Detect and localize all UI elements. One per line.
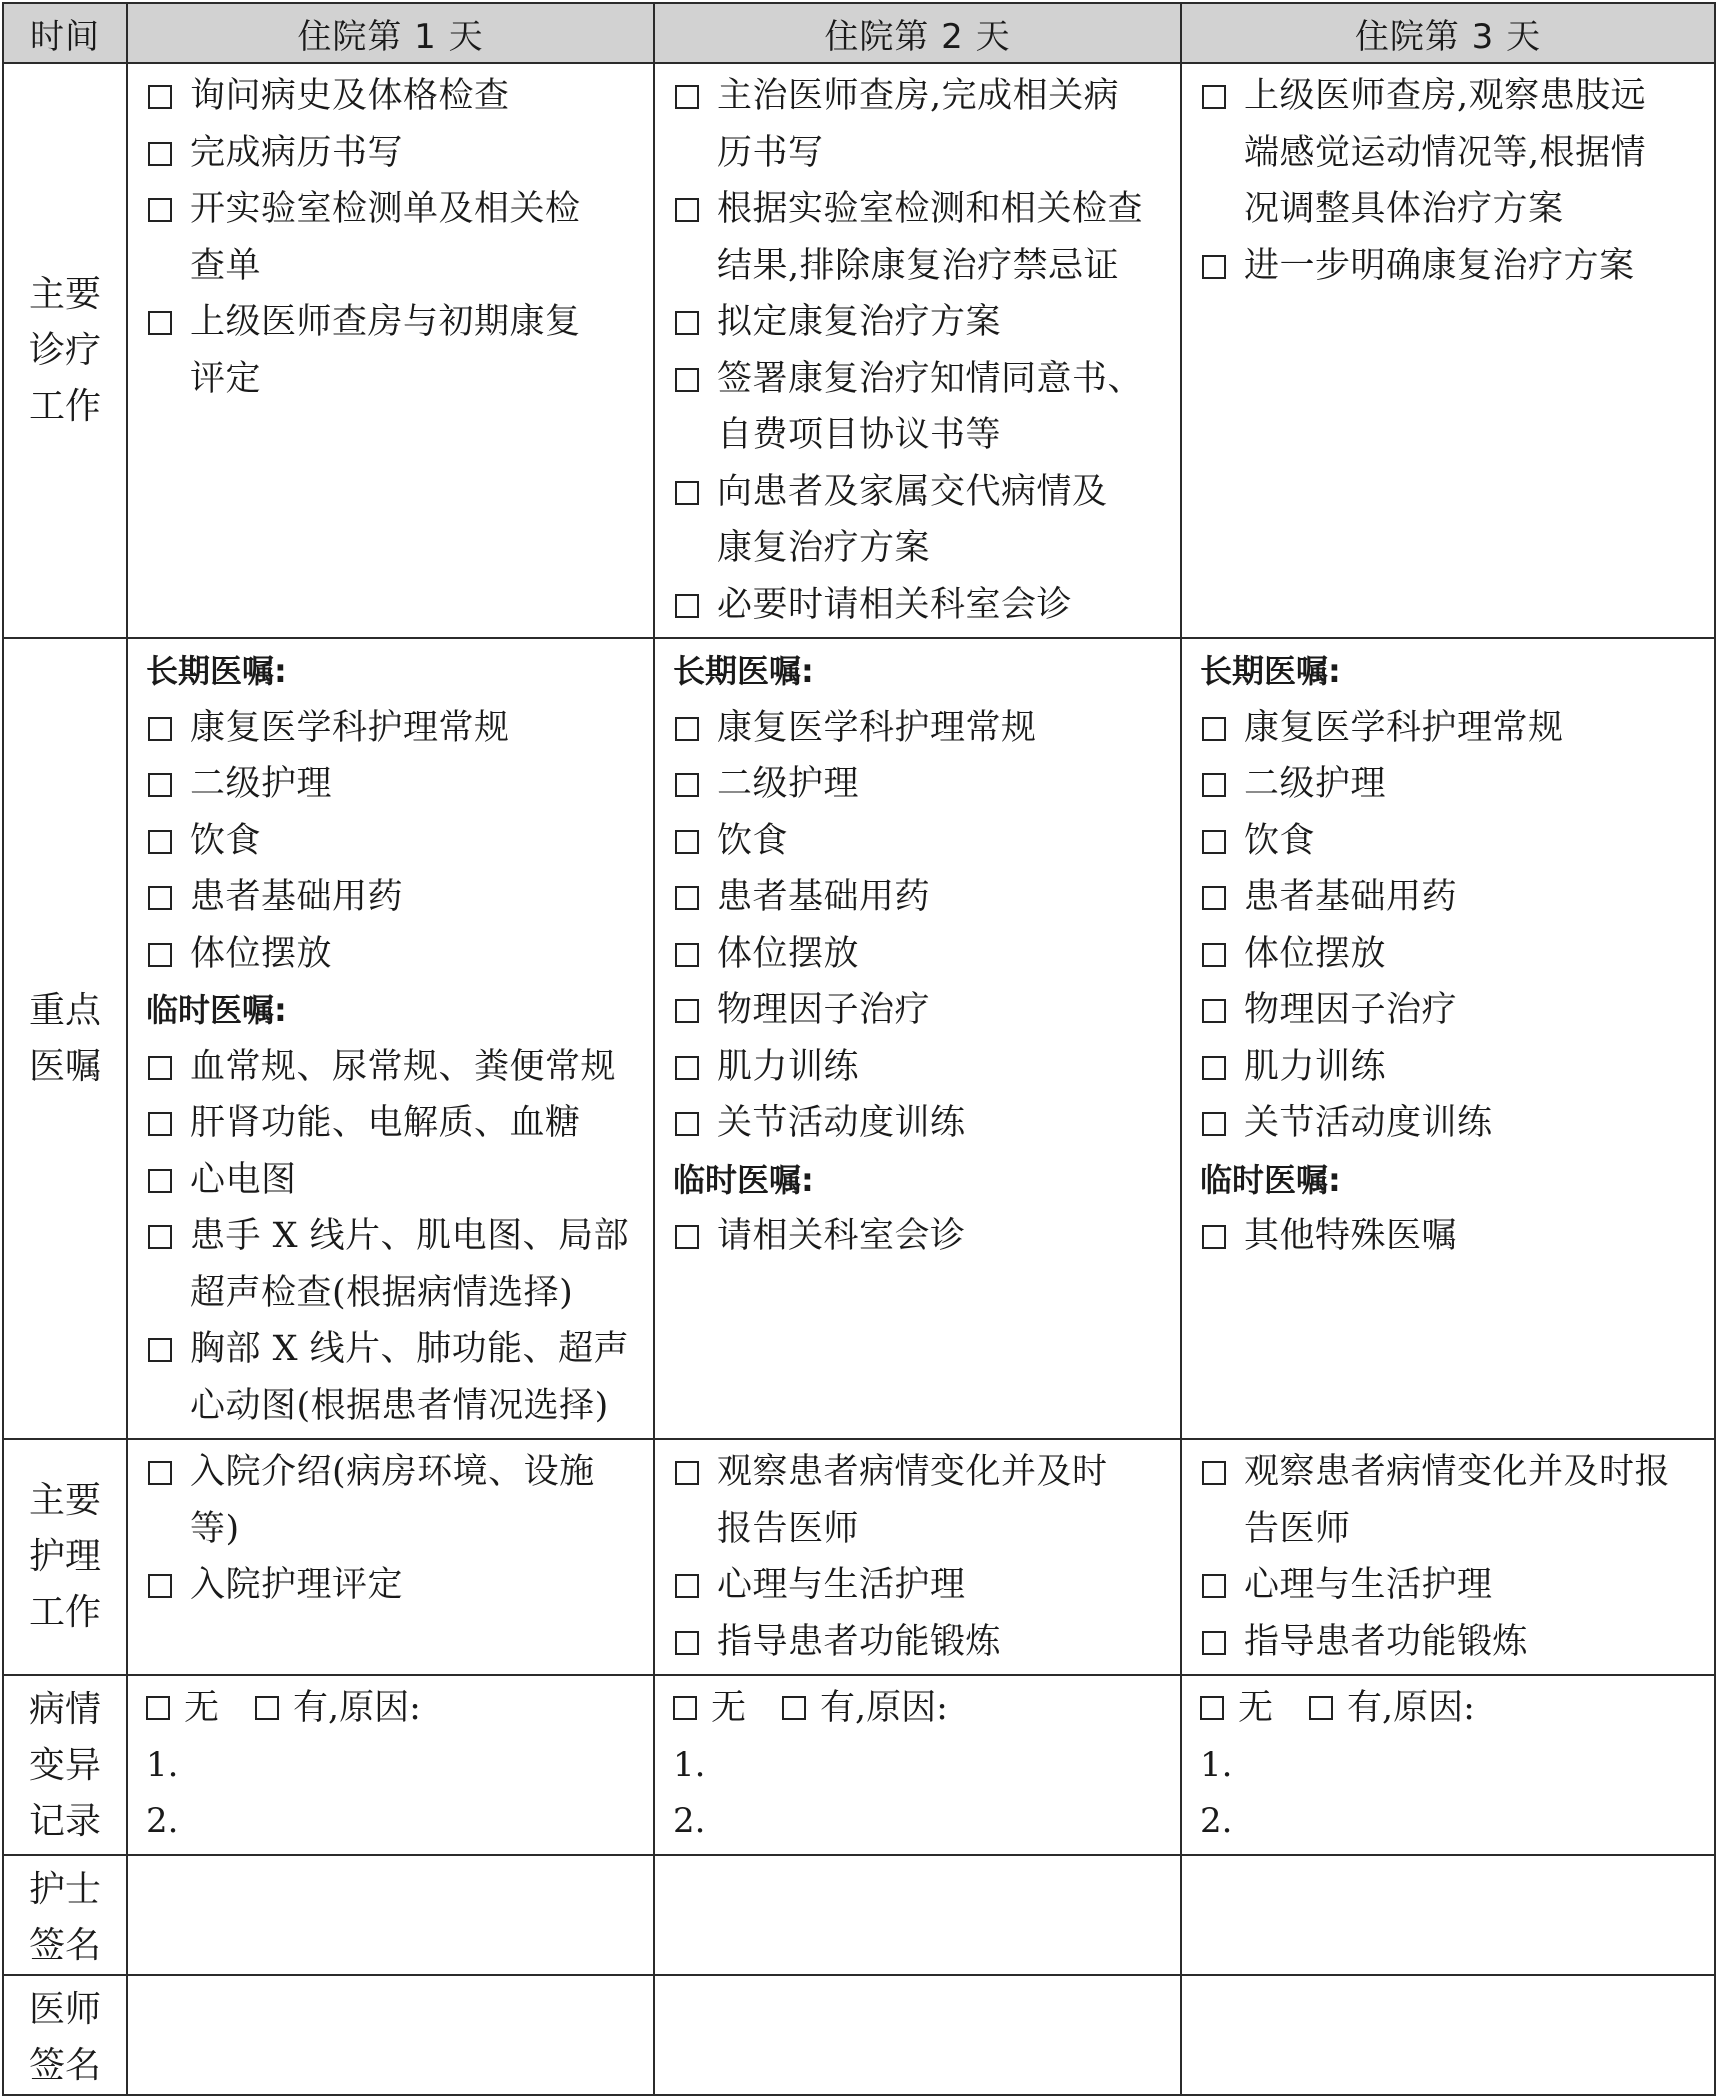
- checkbox[interactable]: [1202, 943, 1226, 967]
- row-label-line: 诊疗: [28, 329, 101, 371]
- orders-day-1-temp-list: [146, 1039, 639, 1435]
- checklist-item-text: 历书写: [717, 132, 824, 173]
- checklist-item-text: 关节活动度训练: [1244, 1103, 1493, 1143]
- no-variance-label: 无: [184, 1688, 220, 1728]
- row-label-line: 主要: [28, 273, 101, 315]
- checkbox[interactable]: [148, 85, 172, 109]
- header-day-1: 住院第 1 天: [127, 3, 654, 63]
- orders-day-1-long-list: [146, 700, 639, 983]
- row-variance-record: [3, 1675, 1715, 1855]
- checklist-item-text: 超声检查(根据病情选择): [190, 1272, 574, 1313]
- no-variance-label: 无: [1238, 1688, 1274, 1728]
- has-variance-label: 有,原因:: [820, 1688, 948, 1728]
- checkbox[interactable]: [675, 1461, 699, 1485]
- checklist-item-text: 肌力训练: [1244, 1046, 1387, 1087]
- row-label-line: 签名: [28, 2045, 101, 2086]
- checkbox[interactable]: [148, 830, 172, 854]
- nursing-day-3-list: [1182, 1440, 1714, 1674]
- checklist-item-text: 根据实验室检测和相关检查: [717, 189, 1144, 229]
- checklist-item-text: 饮食: [717, 820, 789, 861]
- checkbox-no-variance[interactable]: [1200, 1696, 1224, 1720]
- checklist-item-text: 物理因子治疗: [717, 990, 931, 1030]
- variance-reason-2: 2.: [673, 1801, 706, 1841]
- checklist-item-text: 完成病历书写: [190, 132, 404, 173]
- checklist-item: [673, 577, 1166, 634]
- clinical-pathway-table: [2, 2, 1716, 2096]
- checklist-item: [1200, 1039, 1700, 1096]
- checklist-item: [1200, 1208, 1700, 1265]
- has-variance-label: 有,原因:: [293, 1688, 421, 1728]
- row-label-line: 主要: [28, 1480, 101, 1521]
- temporary-orders-heading: 临时医嘱:: [673, 1160, 814, 1199]
- checkbox[interactable]: [148, 886, 172, 910]
- checklist-item: [1200, 1614, 1700, 1671]
- checklist-item-text: 胸部 X 线片、肺功能、超声: [190, 1329, 630, 1369]
- nurse-signature-day-1[interactable]: [127, 1855, 654, 1975]
- checkbox[interactable]: [1202, 1056, 1226, 1080]
- checklist-item-text: 心理与生活护理: [1244, 1565, 1493, 1605]
- checklist-item: [673, 1444, 1166, 1557]
- checklist-item-text: 结果,排除康复治疗禁忌证: [717, 245, 1120, 286]
- checklist-item: [1200, 926, 1700, 983]
- checklist-item: [1200, 1444, 1700, 1557]
- checklist-item: [673, 294, 1166, 351]
- checkbox-has-variance[interactable]: [255, 1696, 279, 1720]
- checklist-item-text: 观察患者病情变化并及时: [717, 1452, 1108, 1492]
- checklist-item-text: 康复医学科护理常规: [1244, 707, 1564, 748]
- checklist-item-text: 上级医师查房与初期康复: [190, 302, 581, 342]
- checkbox[interactable]: [148, 717, 172, 741]
- checklist-item-text: 肌力训练: [717, 1046, 860, 1087]
- checklist-item-text: 饮食: [190, 820, 262, 861]
- checklist-item: [673, 756, 1166, 813]
- checkbox-no-variance[interactable]: [673, 1696, 697, 1720]
- checklist-item-text: 饮食: [1244, 820, 1316, 861]
- row-label-line: 签名: [28, 1925, 101, 1966]
- checklist-item: [673, 813, 1166, 870]
- checkbox[interactable]: [675, 773, 699, 797]
- checkbox[interactable]: [675, 999, 699, 1023]
- checkbox[interactable]: [675, 198, 699, 222]
- checklist-item: [673, 1039, 1166, 1096]
- checklist-item: [146, 700, 639, 757]
- row-label-line: 医师: [28, 1989, 101, 2030]
- checklist-item-text: 患手 X 线片、肌电图、局部: [190, 1216, 630, 1256]
- row-label-line: 记录: [28, 1801, 101, 1842]
- checkbox[interactable]: [675, 830, 699, 854]
- checklist-item: [673, 1095, 1166, 1152]
- checkbox[interactable]: [148, 1169, 172, 1193]
- checkbox[interactable]: [675, 594, 699, 618]
- checklist-item: [673, 181, 1166, 294]
- has-variance-label: 有,原因:: [1347, 1688, 1475, 1728]
- nursing-day-2-list: [655, 1440, 1180, 1674]
- checkbox[interactable]: [1202, 255, 1226, 279]
- checklist-item: [1200, 1095, 1700, 1152]
- variance-reason-2: 2.: [1200, 1801, 1233, 1841]
- checklist-item: [146, 813, 639, 870]
- row-label-main-nursing: [3, 1439, 127, 1675]
- checklist-item-text: 自费项目协议书等: [717, 415, 1002, 455]
- row-label-line: 重点: [28, 989, 101, 1031]
- variance-reason-1: 1.: [1200, 1744, 1233, 1785]
- orders-day-2-long-list: [673, 700, 1166, 1152]
- checkbox[interactable]: [1202, 1574, 1226, 1598]
- checkbox[interactable]: [148, 773, 172, 797]
- checkbox[interactable]: [1202, 1631, 1226, 1655]
- checkbox[interactable]: [148, 943, 172, 967]
- variance-reason-1: 1.: [146, 1744, 179, 1785]
- row-label-key-orders: [3, 638, 127, 1439]
- checkbox-no-variance[interactable]: [146, 1696, 170, 1720]
- checklist-item: [1200, 68, 1700, 238]
- checklist-item: [673, 700, 1166, 757]
- checklist-item-text: 患者基础用药: [717, 877, 931, 917]
- checkbox[interactable]: [148, 142, 172, 166]
- checklist-item: [146, 1039, 639, 1096]
- row-label-line: 工作: [28, 385, 101, 427]
- checkbox[interactable]: [675, 1112, 699, 1136]
- no-variance-label: 无: [711, 1688, 747, 1728]
- checklist-item: [146, 294, 639, 407]
- checklist-item-text: 体位摆放: [190, 933, 333, 974]
- checkbox[interactable]: [675, 943, 699, 967]
- checklist-item: [146, 926, 639, 983]
- checklist-item: [1200, 813, 1700, 870]
- checklist-item: [673, 464, 1166, 577]
- checklist-item-text: 观察患者病情变化并及时报: [1244, 1452, 1671, 1492]
- checklist-item-text: 关节活动度训练: [717, 1103, 966, 1143]
- checklist-item: [673, 926, 1166, 983]
- row-label-line: 变异: [28, 1745, 101, 1786]
- checkbox[interactable]: [675, 717, 699, 741]
- checklist-item-text: 进一步明确康复治疗方案: [1244, 245, 1635, 286]
- checklist-item: [146, 181, 639, 294]
- checkbox[interactable]: [675, 1574, 699, 1598]
- checklist-item-text: 拟定康复治疗方案: [717, 302, 1002, 342]
- checklist-item-text: 端感觉运动情况等,根据情: [1244, 132, 1647, 173]
- checklist-item-text: 血常规、尿常规、粪便常规: [190, 1046, 617, 1087]
- checklist-item-text: 体位摆放: [1244, 933, 1387, 974]
- row-doctor-signature: [3, 1975, 1715, 2095]
- checklist-item-text: 心电图: [190, 1159, 297, 1200]
- doctor-signature-day-1[interactable]: [127, 1975, 654, 2095]
- checklist-item: [673, 68, 1166, 181]
- checklist-item: [1200, 238, 1700, 295]
- checkbox[interactable]: [1202, 773, 1226, 797]
- checklist-item: [146, 125, 639, 182]
- checklist-item: [673, 869, 1166, 926]
- long-term-orders-heading: 长期医嘱:: [146, 652, 287, 690]
- row-main-diagnosis: [3, 63, 1715, 638]
- orders-day-2: [655, 639, 1180, 1269]
- checkbox[interactable]: [675, 85, 699, 109]
- checklist-item-text: 康复治疗方案: [717, 528, 931, 568]
- variance-day-3: [1182, 1676, 1714, 1854]
- checklist-item-text: 患者基础用药: [1244, 877, 1458, 917]
- checkbox[interactable]: [675, 1056, 699, 1080]
- checklist-item: [673, 1208, 1166, 1265]
- row-label-line: 工作: [28, 1592, 101, 1633]
- header-day-2: 住院第 2 天: [654, 3, 1181, 63]
- checklist-item-text: 二级护理: [1244, 764, 1387, 804]
- checklist-item-text: 签署康复治疗知情同意书、: [717, 358, 1144, 399]
- row-label-doctor-signature: [3, 1975, 127, 2095]
- checkbox[interactable]: [675, 1225, 699, 1249]
- checklist-item: [146, 1557, 639, 1614]
- checklist-item: [673, 1557, 1166, 1614]
- orders-day-3-long-list: [1200, 700, 1700, 1152]
- checkbox[interactable]: [675, 1631, 699, 1655]
- checkbox[interactable]: [675, 481, 699, 505]
- variance-reason-2: 2.: [146, 1801, 179, 1841]
- checklist-item: [1200, 869, 1700, 926]
- orders-day-3: [1182, 639, 1714, 1269]
- checkbox[interactable]: [675, 886, 699, 910]
- nursing-day-1-list: [128, 1440, 653, 1618]
- header-row: [3, 3, 1715, 63]
- checklist-item-text: 康复医学科护理常规: [190, 707, 510, 748]
- checklist-item-text: 指导患者功能锻炼: [717, 1621, 1002, 1662]
- checklist-item: [146, 756, 639, 813]
- checklist-item-text: 主治医师查房,完成相关病: [717, 76, 1120, 116]
- checkbox-has-variance[interactable]: [782, 1696, 806, 1720]
- checkbox[interactable]: [1202, 830, 1226, 854]
- checklist-item-text: 向患者及家属交代病情及: [717, 471, 1108, 512]
- checklist-item-text: 二级护理: [190, 764, 333, 804]
- long-term-orders-heading: 长期医嘱:: [1200, 652, 1341, 690]
- checklist-item-text: 评定: [190, 358, 262, 399]
- checklist-item: [146, 1321, 639, 1434]
- checklist-item: [1200, 700, 1700, 757]
- checklist-item-text: 物理因子治疗: [1244, 990, 1458, 1030]
- row-key-orders: [3, 638, 1715, 1439]
- checkbox[interactable]: [1202, 85, 1226, 109]
- checkbox[interactable]: [675, 368, 699, 392]
- checkbox[interactable]: [675, 311, 699, 335]
- checklist-item: [146, 1095, 639, 1152]
- checklist-item-text: 入院护理评定: [190, 1565, 404, 1605]
- checklist-item: [146, 1152, 639, 1209]
- doctor-signature-day-3[interactable]: [1181, 1975, 1715, 2095]
- checkbox[interactable]: [148, 311, 172, 335]
- checklist-item: [146, 68, 639, 125]
- checklist-item-text: 况调整具体治疗方案: [1244, 189, 1564, 229]
- checklist-item-text: 请相关科室会诊: [717, 1216, 966, 1256]
- checklist-item: [673, 351, 1166, 464]
- temporary-orders-heading: 临时医嘱:: [146, 991, 287, 1029]
- variance-reason-1: 1.: [673, 1744, 706, 1785]
- checklist-item: [1200, 1557, 1700, 1614]
- diagnosis-day-2-list: [655, 64, 1180, 637]
- checklist-item: [146, 1208, 639, 1321]
- checkbox[interactable]: [1202, 999, 1226, 1023]
- header-time: 时间: [3, 3, 127, 63]
- checklist-item-text: 开实验室检测单及相关检: [190, 189, 581, 229]
- checkbox[interactable]: [1202, 717, 1226, 741]
- checkbox[interactable]: [148, 1225, 172, 1249]
- checklist-item-text: 康复医学科护理常规: [717, 707, 1037, 748]
- variance-day-2: [655, 1676, 1180, 1854]
- checklist-item-text: 查单: [190, 245, 262, 286]
- doctor-signature-day-2[interactable]: [654, 1975, 1181, 2095]
- checklist-item-text: 体位摆放: [717, 933, 860, 974]
- checklist-item-text: 心动图(根据患者情况选择): [190, 1385, 609, 1426]
- checklist-item: [673, 982, 1166, 1039]
- checklist-item-text: 告医师: [1244, 1508, 1351, 1549]
- checklist-item-text: 询问病史及体格检查: [190, 76, 510, 116]
- checkbox[interactable]: [148, 1112, 172, 1136]
- checklist-item-text: 入院介绍(病房环境、设施等): [190, 1452, 595, 1549]
- checklist-item: [673, 1614, 1166, 1671]
- checkbox[interactable]: [148, 1338, 172, 1362]
- checkbox[interactable]: [1202, 886, 1226, 910]
- checklist-item: [146, 1444, 639, 1557]
- row-label-nurse-signature: [3, 1855, 127, 1975]
- diagnosis-day-1-list: [128, 64, 653, 411]
- checklist-item: [146, 869, 639, 926]
- checkbox[interactable]: [148, 1056, 172, 1080]
- row-main-nursing: [3, 1439, 1715, 1675]
- row-label-line: 病情: [28, 1689, 101, 1730]
- checklist-item-text: 报告医师: [717, 1508, 860, 1549]
- variance-day-1: [128, 1676, 653, 1854]
- row-label-main-diagnosis: [3, 63, 127, 638]
- checklist-item-text: 肝肾功能、电解质、血糖: [190, 1103, 581, 1143]
- checklist-item-text: 心理与生活护理: [717, 1565, 966, 1605]
- checklist-item-text: 指导患者功能锻炼: [1244, 1621, 1529, 1662]
- checklist-item: [1200, 756, 1700, 813]
- nurse-signature-day-3[interactable]: [1181, 1855, 1715, 1975]
- row-label-line: 护理: [28, 1536, 101, 1577]
- row-nurse-signature: [3, 1855, 1715, 1975]
- nurse-signature-day-2[interactable]: [654, 1855, 1181, 1975]
- checklist-item-text: 上级医师查房,观察患肢远: [1244, 76, 1647, 116]
- checklist-item-text: 患者基础用药: [190, 877, 404, 917]
- checklist-item: [1200, 982, 1700, 1039]
- diagnosis-day-3-list: [1182, 64, 1714, 298]
- header-day-3: 住院第 3 天: [1181, 3, 1715, 63]
- orders-day-2-temp-list: [673, 1208, 1166, 1265]
- checkbox-has-variance[interactable]: [1309, 1696, 1333, 1720]
- row-label-line: 医嘱: [28, 1045, 101, 1087]
- long-term-orders-heading: 长期医嘱:: [673, 652, 814, 690]
- checkbox[interactable]: [1202, 1112, 1226, 1136]
- orders-day-3-temp-list: [1200, 1208, 1700, 1265]
- checkbox[interactable]: [148, 198, 172, 222]
- checkbox[interactable]: [148, 1461, 172, 1485]
- checkbox[interactable]: [1202, 1461, 1226, 1485]
- orders-day-1: [128, 639, 653, 1438]
- checkbox[interactable]: [148, 1574, 172, 1598]
- row-label-variance-record: [3, 1675, 127, 1855]
- checklist-item-text: 其他特殊医嘱: [1244, 1216, 1458, 1256]
- row-label-line: 护士: [28, 1869, 101, 1910]
- checkbox[interactable]: [1202, 1225, 1226, 1249]
- checklist-item-text: 二级护理: [717, 764, 860, 804]
- checklist-item-text: 必要时请相关科室会诊: [717, 584, 1073, 625]
- temporary-orders-heading: 临时医嘱:: [1200, 1160, 1341, 1199]
